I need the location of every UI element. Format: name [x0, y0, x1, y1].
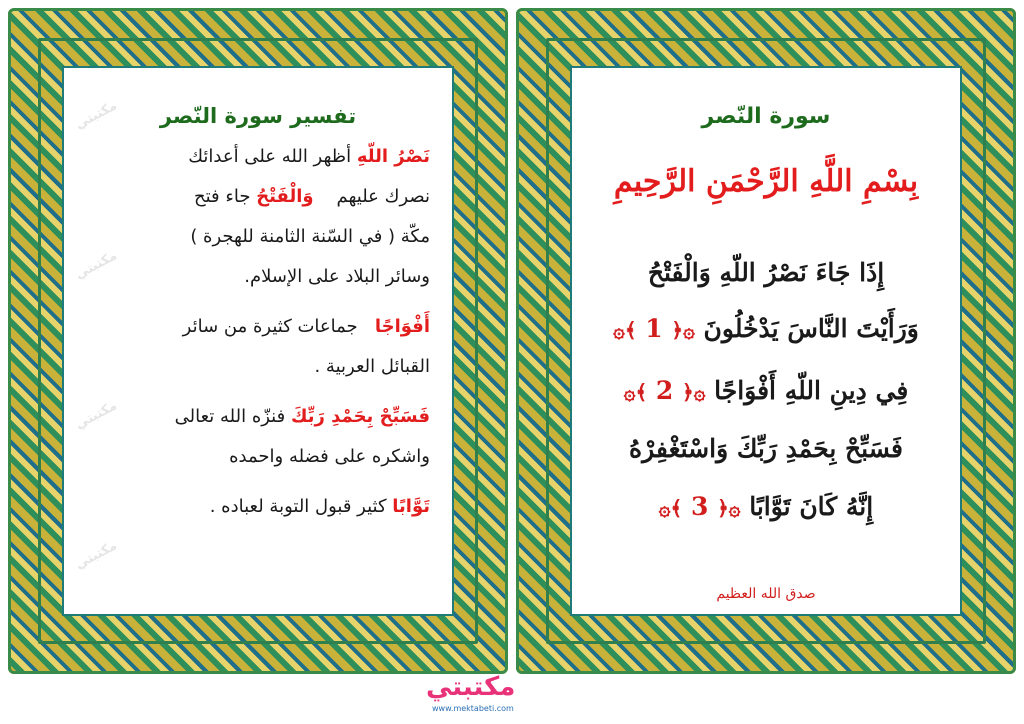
verse-ornament-icon: ۞﴿ [682, 380, 706, 404]
tafsir-content [64, 68, 452, 614]
surah-title: سورة النّصر [701, 104, 831, 129]
verse-line: فَسَبِّحْ بِحَمْدِ رَبِّكَ وَاسْتَغْفِرْهُ [629, 434, 903, 463]
surah-page [516, 8, 1016, 674]
verse-number: 1 [645, 314, 663, 343]
logo-name: مكتبتي [426, 672, 516, 702]
surah-content [572, 68, 960, 614]
tafsir-line: واشكره على فضله واحمده [229, 446, 430, 467]
closing-phrase: صدق الله العظيم [716, 586, 816, 602]
watermark-logo: مكتبتي [73, 248, 120, 283]
logo-url[interactable]: www.mektabeti.com [432, 704, 514, 713]
basmala: بِسْمِ اللَّهِ الرَّحْمَنِ الرَّحِيمِ [613, 164, 919, 199]
tafsir-line: نصرك عليهم وَالْفَتْحُ جاء فتح [194, 186, 430, 207]
verse-line: إِذَا جَاءَ نَصْرُ اللّهِ وَالْفَتْحُ [647, 258, 885, 287]
verse-ornament-icon: ﴾۞ [658, 496, 683, 520]
tafsir-line: فَسَبِّحْ بِحَمْدِ رَبِّكَ فنزّه الله تعالى [174, 406, 430, 427]
tafsir-page [8, 8, 508, 674]
watermark-logo: مكتبتي [73, 398, 120, 433]
verse-ornament-icon: ۞﴿ [717, 496, 741, 520]
tafsir-line: تَوَّابًا كثير قبول التوبة لعباده . [209, 496, 430, 517]
site-logo[interactable] [426, 672, 602, 716]
watermark-logo: مكتبتي [73, 98, 120, 133]
verse-line: وَرَأَيْتَ النَّاسَ يَدْخُلُونَ ۞﴿ 1 ﴾۞ [613, 314, 919, 343]
tafsir-line: مكّة ( في السّنة الثامنة للهجرة ) [190, 226, 430, 247]
verse-ornament-icon: ﴾۞ [623, 380, 648, 404]
tafsir-title: تفسير سورة النّصر [159, 104, 357, 128]
verse-line: فِي دِينِ اللّهِ أَفْوَاجًا ۞﴿ 2 ﴾۞ [623, 376, 909, 405]
tafsir-line: نَصْرُ اللّهِ أظهر الله على أعدائك [188, 146, 430, 167]
verse-number: 3 [690, 492, 709, 521]
verse-ornament-icon: ﴾۞ [613, 318, 637, 342]
tafsir-line: وسائر البلاد على الإسلام. [244, 266, 430, 287]
watermark-logo: مكتبتي [73, 538, 120, 573]
tafsir-line: القبائل العربية . [314, 356, 430, 377]
verse-line: إِنَّهُ كَانَ تَوَّابًا ۞﴿ 3 ﴾۞ [658, 492, 874, 521]
tafsir-line: أَفْوَاجًا جماعات كثيرة من سائر [182, 316, 430, 337]
verse-ornament-icon: ۞﴿ [671, 318, 695, 342]
verse-number: 2 [655, 376, 674, 405]
